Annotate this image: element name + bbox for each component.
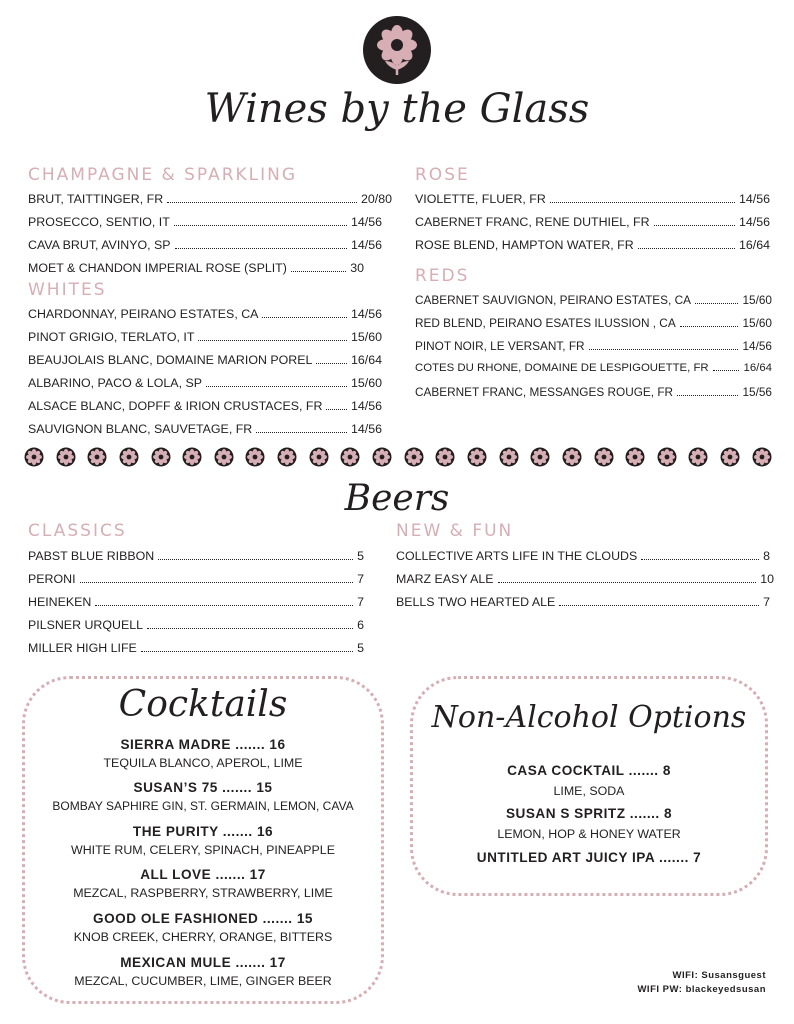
- flower-divider-icon: [24, 447, 44, 467]
- wifi-password: WIFI PW: blackeyedsusan: [637, 984, 766, 995]
- list-item: CABERNET FRANC, RENE DUTHIEL, FR 14/56: [415, 215, 770, 229]
- flower-divider-icon: [752, 447, 772, 467]
- wifi-name: WIFI: Susansguest: [672, 970, 766, 981]
- whites-heading: WHITES: [28, 280, 107, 300]
- cocktail-desc: KNOB CREEK, CHERRY, ORANGE, BITTERS: [73, 930, 333, 944]
- list-item: SAUVIGNON BLANC, SAUVETAGE, FR 14/56: [28, 422, 382, 436]
- flower-divider-icon: [467, 447, 487, 467]
- cocktails-title: Cocktails: [118, 684, 288, 725]
- flower-divider-icon: [309, 447, 329, 467]
- list-item: RED BLEND, PEIRANO ESATES ILUSSION , CA 15/60: [415, 316, 772, 330]
- flower-divider-icon: [340, 447, 360, 467]
- list-item: PROSECCO, SENTIO, IT 14/56: [28, 215, 382, 229]
- non-alcohol-desc: LEMON, HOP & HONEY WATER: [497, 827, 681, 841]
- flower-divider-icon: [119, 447, 139, 467]
- non-alcohol-title: Non-Alcohol Options: [431, 700, 747, 735]
- flower-divider-icon: [56, 447, 76, 467]
- flower-divider-icon: [87, 447, 107, 467]
- list-item: VIOLETTE, FLUER, FR 14/56: [415, 192, 770, 206]
- list-item: COLLECTIVE ARTS LIFE IN THE CLOUDS 8: [396, 549, 770, 563]
- flower-divider-icon: [372, 447, 392, 467]
- flower-divider-icon: [625, 447, 645, 467]
- list-item: CAVA BRUT, AVINYO, SP 14/56: [28, 238, 382, 252]
- flower-divider-icon: [435, 447, 455, 467]
- list-item: PILSNER URQUELL 6: [28, 618, 364, 632]
- flower-divider-icon: [214, 447, 234, 467]
- cocktail-desc: MEZCAL, CUCUMBER, LIME, GINGER BEER: [74, 974, 332, 988]
- rose-heading: ROSE: [415, 165, 470, 185]
- flower-logo-icon: [362, 15, 432, 85]
- cocktail-desc: MEZCAL, RASPBERRY, STRAWBERRY, LIME: [73, 886, 333, 900]
- flower-divider-icon: [688, 447, 708, 467]
- flower-divider-icon: [277, 447, 297, 467]
- flower-divider-icon: [245, 447, 265, 467]
- flower-divider-icon: [720, 447, 740, 467]
- list-item: BRUT, TAITTINGER, FR 20/80: [28, 192, 392, 206]
- classics-heading: CLASSICS: [28, 521, 127, 541]
- list-item: PINOT GRIGIO, TERLATO, IT 15/60: [28, 330, 382, 344]
- list-item: ALBARINO, PACO & LOLA, SP 15/60: [28, 376, 382, 390]
- list-item: BEAUJOLAIS BLANC, DOMAINE MARION POREL 16/64: [28, 353, 382, 367]
- cocktail-title: SUSAN’S 75 ....... 15: [133, 780, 273, 795]
- flower-divider: [24, 447, 772, 467]
- list-item: PINOT NOIR, LE VERSANT, FR 14/56: [415, 339, 772, 353]
- list-item: BELLS TWO HEARTED ALE 7: [396, 595, 770, 609]
- flower-divider-icon: [182, 447, 202, 467]
- flower-divider-icon: [151, 447, 171, 467]
- flower-divider-icon: [404, 447, 424, 467]
- non-alcohol-desc: LIME, SODA: [553, 784, 625, 798]
- cocktail-desc: BOMBAY SAPHIRE GIN, ST. GERMAIN, LEMON, CAVA: [52, 799, 354, 813]
- list-item: MARZ EASY ALE 10: [396, 572, 774, 586]
- list-item: MILLER HIGH LIFE 5: [28, 641, 364, 655]
- flower-divider-icon: [594, 447, 614, 467]
- cocktail-desc: TEQUILA BLANCO, APEROL, LIME: [103, 756, 303, 770]
- cocktail-title: SIERRA MADRE ....... 16: [120, 737, 286, 752]
- flower-divider-icon: [499, 447, 519, 467]
- beers-title: Beers: [344, 478, 450, 519]
- list-item: PABST BLUE RIBBON 5: [28, 549, 364, 563]
- wines-title: Wines by the Glass: [204, 86, 590, 132]
- non-alcohol-title-item: CASA COCKTAIL ....... 8: [507, 763, 671, 778]
- list-item: CABERNET SAUVIGNON, PEIRANO ESTATES, CA 15/60: [415, 293, 772, 307]
- sparkling-heading: CHAMPAGNE & SPARKLING: [28, 165, 298, 185]
- flower-divider-icon: [657, 447, 677, 467]
- cocktail-title: THE PURITY ....... 16: [132, 824, 274, 839]
- list-item: PERONI 7: [28, 572, 364, 586]
- non-alcohol-title-item: SUSAN S SPRITZ ....... 8: [505, 806, 673, 821]
- list-item: MOET & CHANDON IMPERIAL ROSE (SPLIT) 30: [28, 261, 364, 275]
- cocktail-title: MEXICAN MULE ....... 17: [120, 955, 286, 970]
- reds-heading: REDS: [415, 266, 470, 286]
- list-item: ALSACE BLANC, DOPFF & IRION CRUSTACES, FR 14/56: [28, 399, 382, 413]
- flower-divider-icon: [562, 447, 582, 467]
- list-item: CABERNET FRANC, MESSANGES ROUGE, FR 15/56: [415, 385, 772, 399]
- new-fun-heading: NEW & FUN: [396, 521, 514, 541]
- list-item: CHARDONNAY, PEIRANO ESTATES, CA 14/56: [28, 307, 382, 321]
- list-item: ROSE BLEND, HAMPTON WATER, FR 16/64: [415, 238, 770, 252]
- cocktail-desc: WHITE RUM, CELERY, SPINACH, PINEAPPLE: [71, 843, 335, 857]
- flower-divider-icon: [530, 447, 550, 467]
- list-item: COTES DU RHONE, DOMAINE DE LESPIGOUETTE, FR 16/64: [415, 362, 772, 374]
- non-alcohol-title-item: UNTITLED ART JUICY IPA ....... 7: [476, 850, 702, 865]
- list-item: HEINEKEN 7: [28, 595, 364, 609]
- cocktail-title: ALL LOVE ....... 17: [140, 867, 266, 882]
- cocktail-title: GOOD OLE FASHIONED ....... 15: [93, 911, 313, 926]
